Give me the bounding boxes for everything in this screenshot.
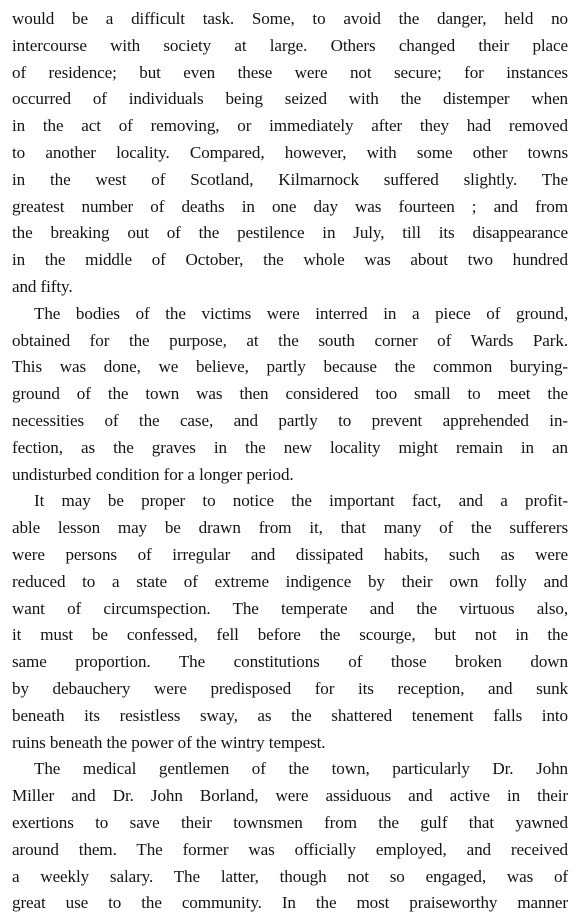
text-line: ground of the town was then considered too small to meet the [12, 384, 568, 404]
text-line: in the west of Scotland, Kilmarnock suffered slightly. The [12, 169, 568, 189]
text-line: want of circumspection. The temperate and the virtuous also, [12, 598, 568, 618]
text-line: exertions to save their townsmen from the gulf that yawned [12, 812, 568, 832]
text-line: to another locality. Compared, however, with some other towns [12, 142, 568, 162]
text-line: occurred of individuals being seized with the distemper when [12, 89, 568, 109]
document-page [12, 6, 568, 917]
text-line: obtained for the purpose, at the south corner of Wards Park. [12, 330, 568, 350]
text-line: intercourse with society at large. Others changed their place [12, 35, 568, 55]
text-line: The bodies of the victims were interred in a piece of ground, [34, 303, 568, 323]
text-line: were persons of irregular and dissipated habits, such as were [12, 544, 568, 564]
text-line: beneath its resistless sway, as the shattered tenement falls into [12, 705, 568, 725]
text-line: by debauchery were predisposed for its reception, and sunk [12, 678, 568, 698]
text-line: in the middle of October, the whole was about two hundred [12, 250, 568, 270]
text-line: it must be confessed, fell before the scourge, but not in the [12, 625, 568, 645]
text-line: of residence; but even these were not secure; for instances [12, 62, 568, 82]
text-line: reduced to a state of extreme indigence by their own folly and [12, 571, 568, 591]
text-line: the breaking out of the pestilence in July, till its disappearance [12, 223, 568, 243]
paragraph-3 [12, 488, 568, 756]
text-line: a weekly salary. The latter, though not so engaged, was of [12, 866, 568, 886]
text-line: This was done, we believe, partly because the common burying- [12, 357, 568, 377]
text-line: undisturbed condition for a longer period. [12, 464, 294, 484]
text-line: would be a difficult task. Some, to avoid the danger, held no [12, 9, 568, 28]
text-line: It may be proper to notice the important fact, and a profit- [34, 491, 568, 511]
paragraph-4 [12, 756, 568, 917]
text-line: able lesson may be drawn from it, that many of the sufferers [12, 518, 568, 538]
text-line: around them. The former was officially employed, and received [12, 839, 568, 859]
text-line: The medical gentlemen of the town, particularly Dr. John [34, 759, 568, 779]
text-line: greatest number of deaths in one day was fourteen ; and from [12, 196, 568, 216]
text-line: Miller and Dr. John Borland, were assiduous and active in their [12, 786, 568, 806]
text-line: necessities of the case, and partly to prevent apprehended in- [12, 410, 568, 430]
paragraph-2 [12, 301, 568, 489]
text-line: fection, as the graves in the new locality might remain in an [12, 437, 568, 457]
paragraph-1 [12, 6, 568, 301]
text-line: great use to the community. In the most praiseworthy manner [12, 893, 568, 913]
text-line: ruins beneath the power of the wintry tempest. [12, 732, 326, 752]
text-line: same proportion. The constitutions of those broken down [12, 652, 568, 672]
text-line: in the act of removing, or immediately after they had removed [12, 116, 568, 136]
text-line: and fifty. [12, 276, 73, 296]
